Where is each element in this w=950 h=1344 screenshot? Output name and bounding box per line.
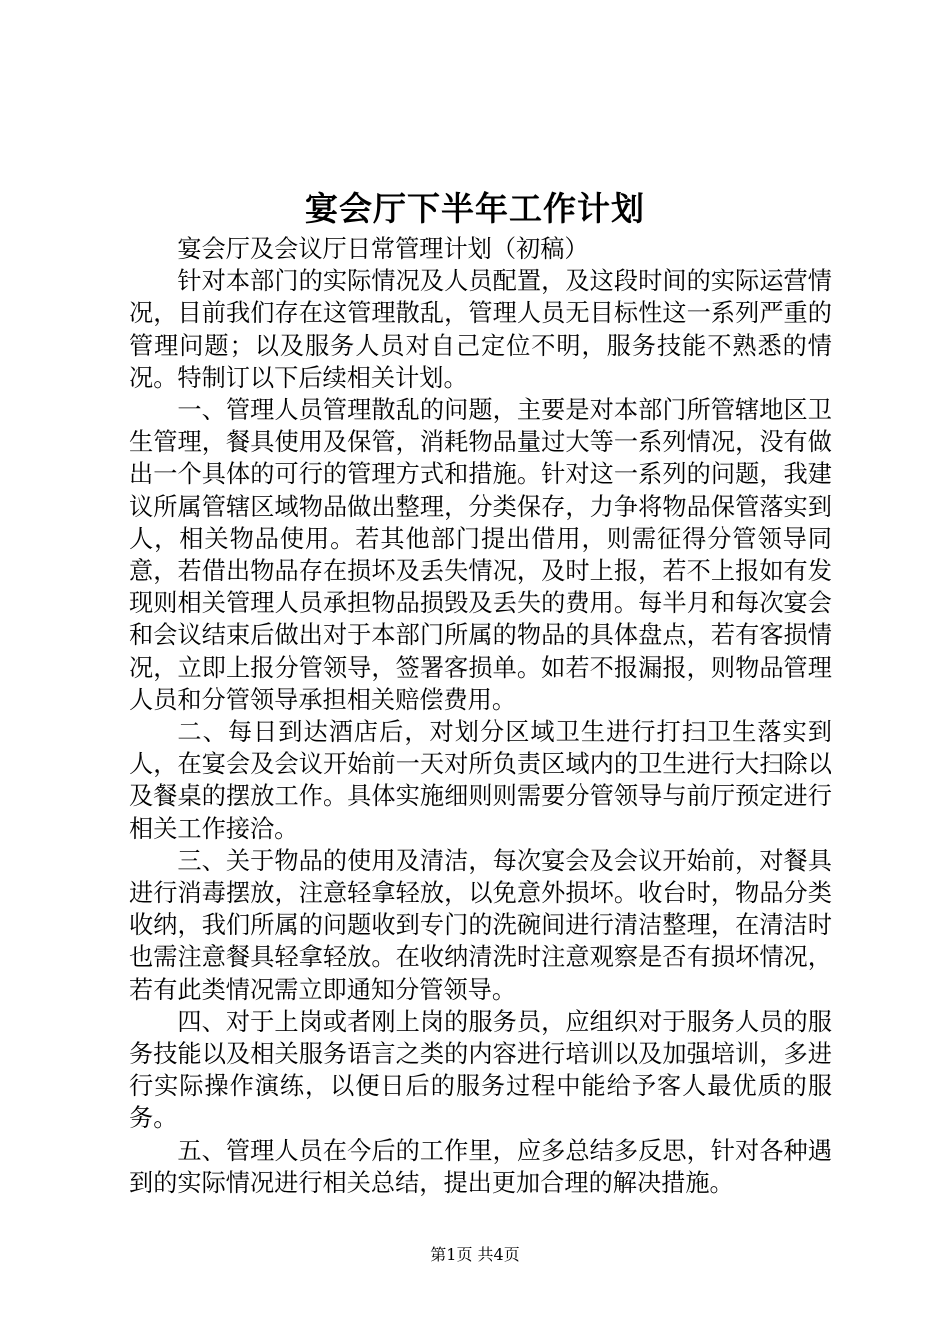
page-footer: 第1页 共4页 [430,1245,520,1264]
paragraph-intro: 针对本部门的实际情况及人员配置，及这段时间的实际运营情况，目前我们存在这管理散乱，管理人员无目标性这一系列严重的管理问题；以及服务人员对自己定位不明，服务技能不熟悉的情况。特制订以下后续相关计划。 [129,267,832,392]
paragraph-section-2: 二、每日到达酒店后，对划分区域卫生进行打扫卫生落实到人，在宴会及会议开始前一天对所负责区域内的卫生进行大扫除以及餐桌的摆放工作。具体实施细则则需要分管领导与前厅预定进行相关工作接洽。 [129,718,832,843]
document-title: 宴会厅下半年工作计划 [305,189,645,228]
paragraph-section-1: 一、管理人员管理散乱的问题，主要是对本部门所管辖地区卫生管理，餐具使用及保管，消耗物品量过大等一系列情况，没有做出一个具体的可行的管理方式和措施。针对这一系列的问题，我建议所属管辖区域物品做出整理，分类保存，力争将物品保管落实到人，相关物品使用。若其他部门提出借用，则需征得分管领导同意，若借出物品存在损坏及丢失情况，及时上报，若不上报如有发现则相关管理人员承担物品损毁及丢失的费用。每半月和每次宴会和会议结束后做出对于本部门所属的物品的具体盘点，若有客损情况，立即上报分管领导，签署客损单。如若不报漏报，则物品管理人员和分管领导承担相关赔偿费用。 [129,396,832,714]
paragraph-section-3: 三、关于物品的使用及清洁，每次宴会及会议开始前，对餐具进行消毒摆放，注意轻拿轻放，以免意外损坏。收台时，物品分类收纳，我们所属的问题收到专门的洗碗间进行清洁整理，在清洁时也需注意餐具轻拿轻放。在收纳清洗时注意观察是否有损坏情况，若有此类情况需立即通知分管领导。 [129,846,832,1004]
paragraph-section-4: 四、对于上岗或者刚上岗的服务员，应组织对于服务人员的服务技能以及相关服务语言之类的内容进行培训以及加强培训，多进行实际操作演练，以便日后的服务过程中能给予客人最优质的服务。 [129,1007,832,1133]
paragraph-section-5: 五、管理人员在今后的工作里，应多总结多反思，针对各种遇到的实际情况进行相关总结，提出更加合理的解决措施。 [129,1136,832,1197]
paragraph-subtitle: 宴会厅及会议厅日常管理计划（初稿） [177,235,589,263]
document-body [129,233,832,1199]
